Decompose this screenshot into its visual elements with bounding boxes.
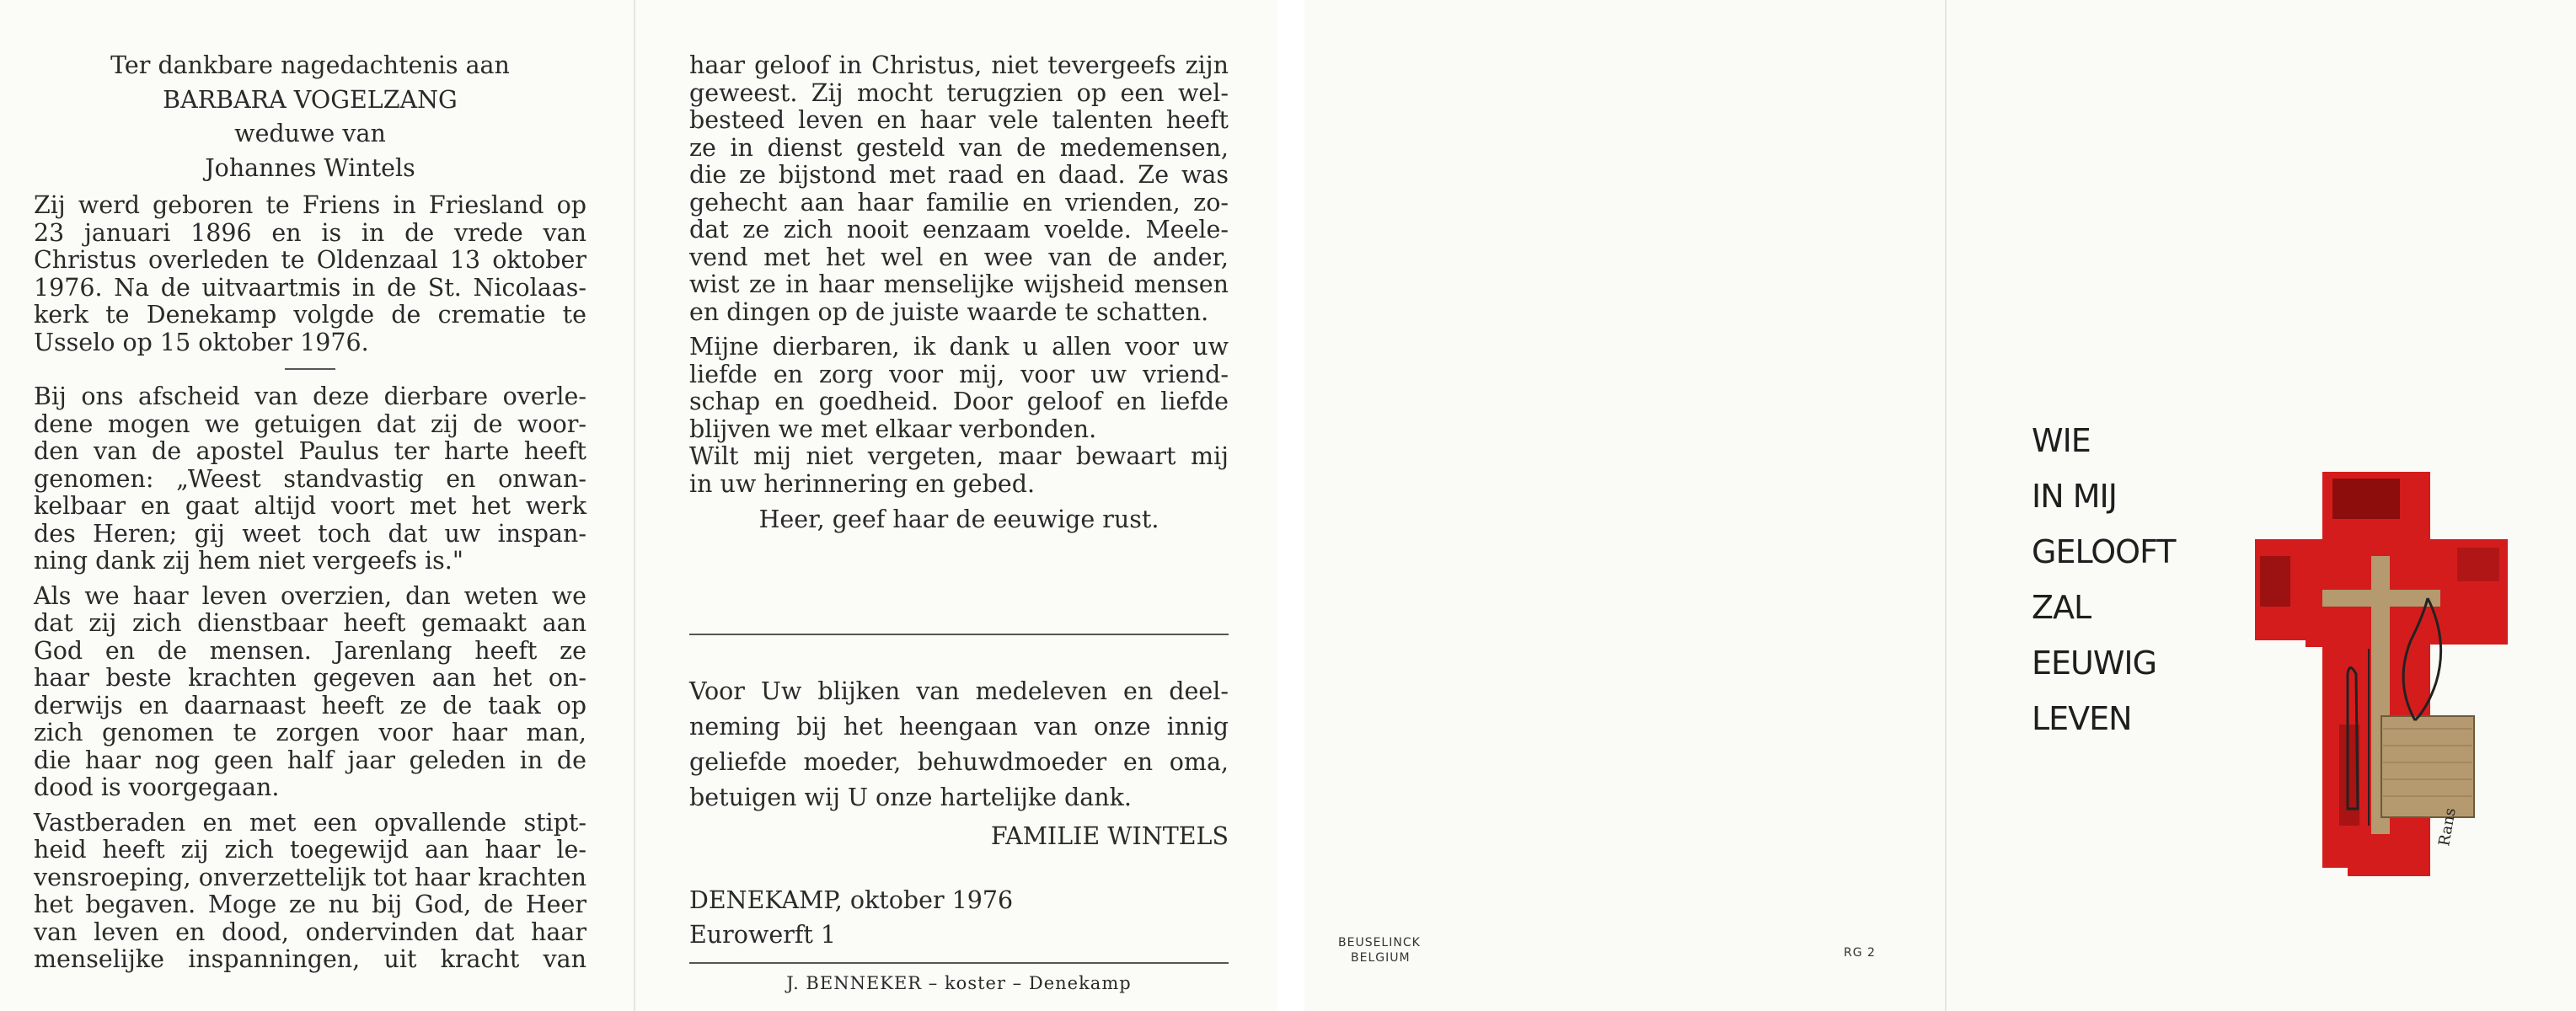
text-line: dat zij zich dienstbaar heeft gemaakt aan <box>34 609 586 637</box>
widow-of-line: weduwe van <box>234 120 386 147</box>
text-line: betuigen wij U onze hartelijke dank. <box>689 784 1132 811</box>
husband-name: Johannes Wintels <box>205 153 415 182</box>
motto-line: LEVEN <box>2032 700 2132 737</box>
text-line: Wilt mij niet vergeten, maar bewaart mij <box>689 442 1229 470</box>
text-line: kelbaar en gaat altijd voort met het werk <box>34 492 586 520</box>
text-line: geweest. Zij mocht terugzien op een wel- <box>689 78 1229 107</box>
text-line: dood is voorgegaan. <box>34 773 280 801</box>
prayer-line: Heer, geef haar de eeuwige rust. <box>758 506 1159 533</box>
text-line: schap en goedheid. Door geloof en liefde <box>689 388 1229 415</box>
text-line: heid heeft zij zich toegewijd aan haar le- <box>34 836 586 864</box>
card-fold-line <box>1945 0 1947 1011</box>
text-line: ze in dienst gesteld van de medemensen, <box>689 133 1229 162</box>
separator <box>689 962 1229 964</box>
publisher-name: BEUSELINCK <box>1338 936 1421 949</box>
text-line: Vastberaden en met een opvallende stipt- <box>34 808 586 837</box>
text-line: menselijke inspanningen, uit kracht van <box>34 945 586 973</box>
card-fold-line <box>634 0 635 1011</box>
text-line: vend met het wel en wee van de ander, <box>689 243 1229 271</box>
svg-text:Rans: Rans <box>2435 806 2460 848</box>
thanks-paragraph <box>689 674 1229 854</box>
text-line: Als we haar leven overzien, dan weten we <box>34 581 586 610</box>
text-line: besteed leven en haar vele talenten heeft <box>689 106 1229 134</box>
motto-line: GELOOFT <box>2032 533 2176 570</box>
text-line: Zij werd geboren te Friens in Friesland op <box>34 191 586 219</box>
text-line: Mijne dierbaren, ik dank u allen voor uw <box>689 333 1229 361</box>
text-line: het begaven. Moge ze nu bij God, de Heer <box>34 891 586 918</box>
text-line: 23 januari 1896 en is in de vrede van <box>34 218 586 247</box>
text-line: Christus overleden te Oldenzaal 13 oktober <box>34 246 586 274</box>
family-signature: FAMILIE WINTELS <box>990 822 1229 850</box>
text-panel-left <box>34 52 586 974</box>
intro-line: Ter dankbare nagedachtenis aan <box>110 51 510 79</box>
memorial-card-cover-side <box>1304 0 2576 1011</box>
text-line: Bij ons afscheid van deze dierbare overle- <box>34 382 586 410</box>
paragraph-life <box>34 583 586 802</box>
motto-line: WIE <box>2032 422 2091 459</box>
paragraph-faith <box>689 52 1229 326</box>
text-line: en dingen op de juiste waarde te schatten. <box>689 297 1209 326</box>
motto-line: EEUWIG <box>2032 645 2157 682</box>
motto-line: ZAL <box>2032 589 2091 626</box>
text-line: wist ze in haar menselijke wijsheid mensen <box>689 270 1229 298</box>
print-code: RG 2 <box>1844 946 1876 960</box>
paragraph-vocation <box>34 810 586 974</box>
text-line: die haar nog geen half jaar geleden in de <box>34 746 586 774</box>
text-line: gehecht aan haar familie en vrienden, zo- <box>689 188 1229 217</box>
text-panel-right <box>689 52 1229 534</box>
text-line: van leven en dood, ondervinden dat haar <box>34 917 586 946</box>
place-and-address <box>689 883 1229 952</box>
publisher-country: BELGIUM <box>1351 951 1411 965</box>
printer-credit: J. BENNEKER – koster – Denekamp <box>786 973 1132 993</box>
text-line: haar geloof in Christus, niet tevergeefs zijn <box>689 51 1229 79</box>
text-line: Voor Uw blijken van medeleven en deel- <box>689 677 1229 705</box>
separator <box>285 368 335 370</box>
separator <box>689 634 1229 635</box>
deceased-name: BARBARA VOGELZANG <box>163 85 458 114</box>
text-line: God en de mensen. Jarenlang heeft ze <box>34 636 586 665</box>
text-line: dat ze zich nooit eenzaam voelde. Meele- <box>689 216 1229 243</box>
text-line: haar beste krachten gegeven aan het on- <box>34 664 586 692</box>
text-line: die ze bijstond met raad en daad. Ze was <box>689 161 1229 189</box>
motto-line: IN MIJ <box>2032 478 2117 515</box>
cross-icon <box>2255 472 2516 876</box>
paragraph-farewell <box>34 383 586 575</box>
text-line: in uw herinnering en gebed. <box>689 469 1036 498</box>
text-line: kerk te Denekamp volgde de crematie te <box>34 301 586 329</box>
text-line: vensroeping, onverzettelijk tot haar krachten <box>34 863 586 891</box>
text-line: neming bij het heengaan van onze innig <box>689 713 1229 741</box>
paragraph-farewell-words <box>689 334 1229 498</box>
text-line: derwijs en daarnaast heeft ze de taak op <box>34 691 586 719</box>
text-line: dene mogen we getuigen dat zij de woor- <box>34 409 586 438</box>
text-line: liefde en zorg voor mij, voor uw vriend- <box>689 360 1229 388</box>
text-line: geliefde moeder, behuwdmoeder en oma, <box>689 748 1229 776</box>
text-line: zich genomen te zorgen voor haar man, <box>34 719 586 746</box>
text-line: Usselo op 15 oktober 1976. <box>34 328 369 356</box>
text-line: 1976. Na de uitvaartmis in de St. Nicolaas- <box>34 273 586 302</box>
address: Eurowerft 1 <box>689 921 837 949</box>
text-line: des Heren; gij weet toch dat uw inspan- <box>34 519 586 548</box>
text-line: genomen: „Weest standvastig en onwan- <box>34 464 586 493</box>
motto <box>2032 413 2176 746</box>
text-line: den van de apostel Paulus ter harte heeft <box>34 437 586 465</box>
paragraph-birth-death <box>34 192 586 356</box>
text-line: blijven we met elkaar verbonden. <box>689 415 1097 443</box>
text-line: ning dank zij hem niet vergeefs is." <box>34 547 463 575</box>
publisher-mark <box>1338 935 1421 966</box>
memorial-card-text-side <box>0 0 1277 1011</box>
place-date: DENEKAMP, oktober 1976 <box>689 886 1014 914</box>
